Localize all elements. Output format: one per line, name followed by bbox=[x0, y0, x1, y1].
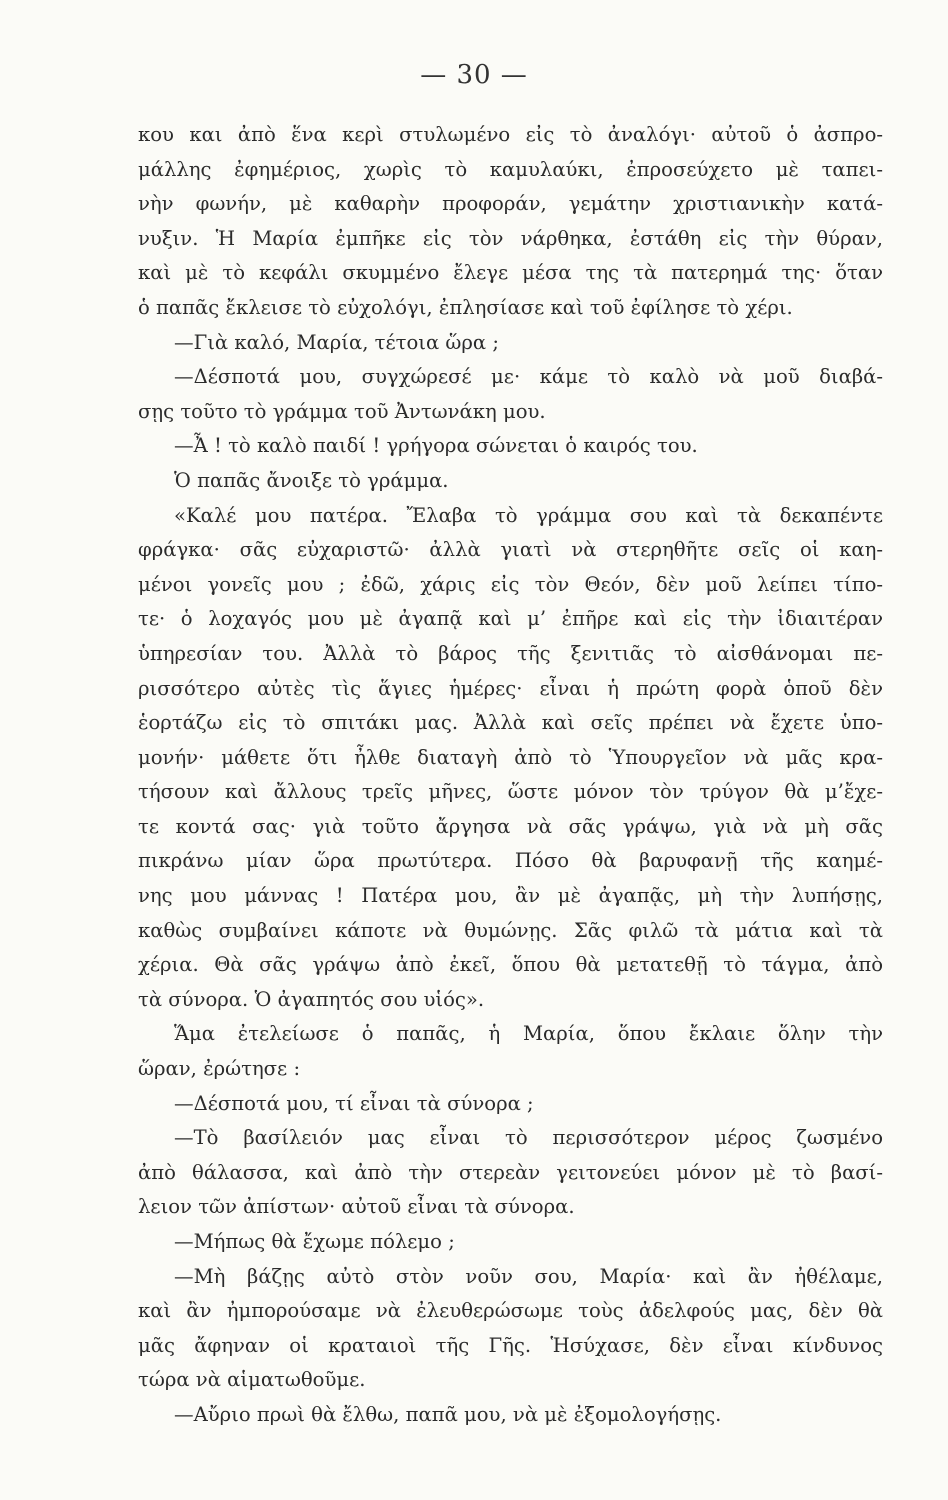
text-line: μένοι γονεῖς μου ; ἐδῶ, χάρις εἰς τὸν Θεόν, δὲν μοῦ λείπει τίπο- bbox=[138, 572, 883, 596]
text-line: —Μήπως θὰ ἔχωμε πόλεμο ; bbox=[174, 1230, 455, 1253]
text-line: —Αὔριο πρωὶ θὰ ἔλθω, παπᾶ μου, νὰ μὲ ἐξομολογήσῃς. bbox=[174, 1402, 722, 1426]
text-line: τώρα νὰ αἱματωθοῦμε. bbox=[138, 1368, 366, 1392]
text-line: «Καλέ μου πατέρα. Ἔλαβα τὸ γράμμα σου καὶ τὰ δεκαπέντε bbox=[174, 503, 883, 527]
text-line: πικράνω μίαν ὥρα πρωτύτερα. Πόσο θὰ βαρυφανῇ τῆς καημέ- bbox=[138, 849, 883, 873]
text-line: μάλλης ἐφημέριος, χωρὶς τὸ καμυλαύκι, ἐπροσεύχετο μὲ ταπει- bbox=[138, 157, 883, 181]
text-line: καὶ ἂν ἠμπορούσαμε νὰ ἐλευθερώσωμε τοὺς ἀδελφούς μας, δὲν θὰ bbox=[138, 1299, 883, 1323]
page-text bbox=[138, 118, 883, 1433]
text-line: κου και ἀπὸ ἕνα κερὶ στυλωμένο εἰς τὸ ἀναλόγι· αὐτοῦ ὁ ἀσπρο- bbox=[138, 123, 883, 146]
text-line: Ἅμα ἐτελείωσε ὁ παπᾶς, ἡ Μαρία, ὅπου ἔκλαιε ὅλην τὴν bbox=[174, 1022, 883, 1046]
text-line: —Γιὰ καλό, Μαρία, τέτοια ὥρα ; bbox=[174, 330, 499, 354]
text-line: —Μὴ βάζῃς αὐτὸ στὸν νοῦν σου, Μαρία· καὶ ἂν ἠθέλαμε, bbox=[174, 1264, 883, 1288]
text-line: μᾶς ἄφηναν οἱ κραταιοὶ τῆς Γῆς. Ἡσύχασε, δὲν εἶναι κίνδυνος bbox=[138, 1333, 883, 1357]
text-line: λειον τῶν ἀπίστων· αὐτοῦ εἶναι τὰ σύνορα. bbox=[138, 1195, 575, 1219]
text-line: ἑορτάζω εἰς τὸ σπιτάκι μας. Ἀλλὰ καὶ σεῖς πρέπει νὰ ἔχετε ὑπο- bbox=[138, 711, 883, 735]
text-line: τήσουν καὶ ἄλλους τρεῖς μῆνες, ὥστε μόνον τὸν τρύγον θὰ μ’ἔχε- bbox=[138, 780, 883, 804]
text-line: σῃς τοῦτο τὸ γράμμα τοῦ Ἀντωνάκη μου. bbox=[138, 399, 546, 423]
text-line: τε κοντά σας· γιὰ τοῦτο ἄργησα νὰ σᾶς γράψω, γιὰ νὰ μὴ σᾶς bbox=[138, 814, 883, 838]
text-line: νὴν φωνήν, μὲ καθαρὴν προφοράν, γεμάτην χριστιανικὴν κατά- bbox=[138, 192, 883, 216]
text-line: ὥραν, ἐρώτησε : bbox=[138, 1057, 301, 1081]
text-line: μονήν· μάθετε ὅτι ἦλθε διαταγὴ ἀπὸ τὸ Ὑπουργεῖον νὰ μᾶς κρα- bbox=[138, 745, 883, 769]
text-line: νυξιν. Ἡ Μαρία ἐμπῆκε εἰς τὸν νάρθηκα, ἐστάθη εἰς τὴν θύραν, bbox=[138, 226, 883, 250]
text-line: —Τὸ βασίλειόν μας εἶναι τὸ περισσότερον μέρος ζωσμένο bbox=[174, 1126, 883, 1150]
text-line: φράγκα· σᾶς εὐχαριστῶ· ἀλλὰ γιατὶ νὰ στερηθῆτε σεῖς οἱ καη- bbox=[138, 538, 883, 562]
text-line: ἀπὸ θάλασσα, καὶ ἀπὸ τὴν στερεὰν γειτονεύει μόνον μὲ τὸ βασί- bbox=[138, 1160, 883, 1184]
text-line: τὰ σύνορα. Ὁ ἀγαπητός σου υἱός». bbox=[138, 987, 485, 1011]
text-line: —Ἆ ! τὸ καλὸ παιδί ! γρήγορα σώνεται ὁ καιρός του. bbox=[174, 434, 698, 458]
text-line: χέρια. Θὰ σᾶς γράψω ἀπὸ ἐκεῖ, ὅπου θὰ μετατεθῇ τὸ τάγμα, ἀπὸ bbox=[138, 953, 883, 977]
text-line: ὑπηρεσίαν του. Ἀλλὰ τὸ βάρος τῆς ξενιτιᾶς τὸ αἰσθάνομαι πε- bbox=[138, 641, 883, 665]
text-line: Ὁ παπᾶς ἄνοιξε τὸ γράμμα. bbox=[174, 468, 449, 492]
text-line: καὶ μὲ τὸ κεφάλι σκυμμένο ἔλεγε μέσα της τὰ πατερημά της· ὅταν bbox=[138, 261, 883, 285]
text-line: ὁ παπᾶς ἔκλεισε τὸ εὐχολόγι, ἐπλησίασε καὶ τοῦ ἐφίλησε τὸ χέρι. bbox=[138, 295, 793, 319]
text-line: τε· ὁ λοχαγός μου μὲ ἀγαπᾷ καὶ μ’ ἐπῆρε καὶ εἰς τὴν ἰδιαιτέραν bbox=[138, 607, 883, 631]
text-line: καθὼς συμβαίνει κάποτε νὰ θυμώνῃς. Σᾶς φιλῶ τὰ μάτια καὶ τὰ bbox=[138, 918, 883, 942]
text-line: ρισσότερο αὐτὲς τὶς ἅγιες ἡμέρες· εἶναι ἡ πρώτη φορὰ ὁποῦ δὲν bbox=[138, 676, 883, 700]
text-line: νης μου μάννας ! Πατέρα μου, ἂν μὲ ἀγαπᾷς, μὴ τὴν λυπήσῃς, bbox=[138, 884, 883, 908]
text-line: —Δέσποτά μου, τί εἶναι τὰ σύνορα ; bbox=[174, 1091, 534, 1115]
page-number: — 30 — bbox=[420, 60, 528, 90]
text-line: —Δέσποτά μου, συγχώρεσέ με· κάμε τὸ καλὸ νὰ μοῦ διαβά- bbox=[174, 365, 883, 389]
